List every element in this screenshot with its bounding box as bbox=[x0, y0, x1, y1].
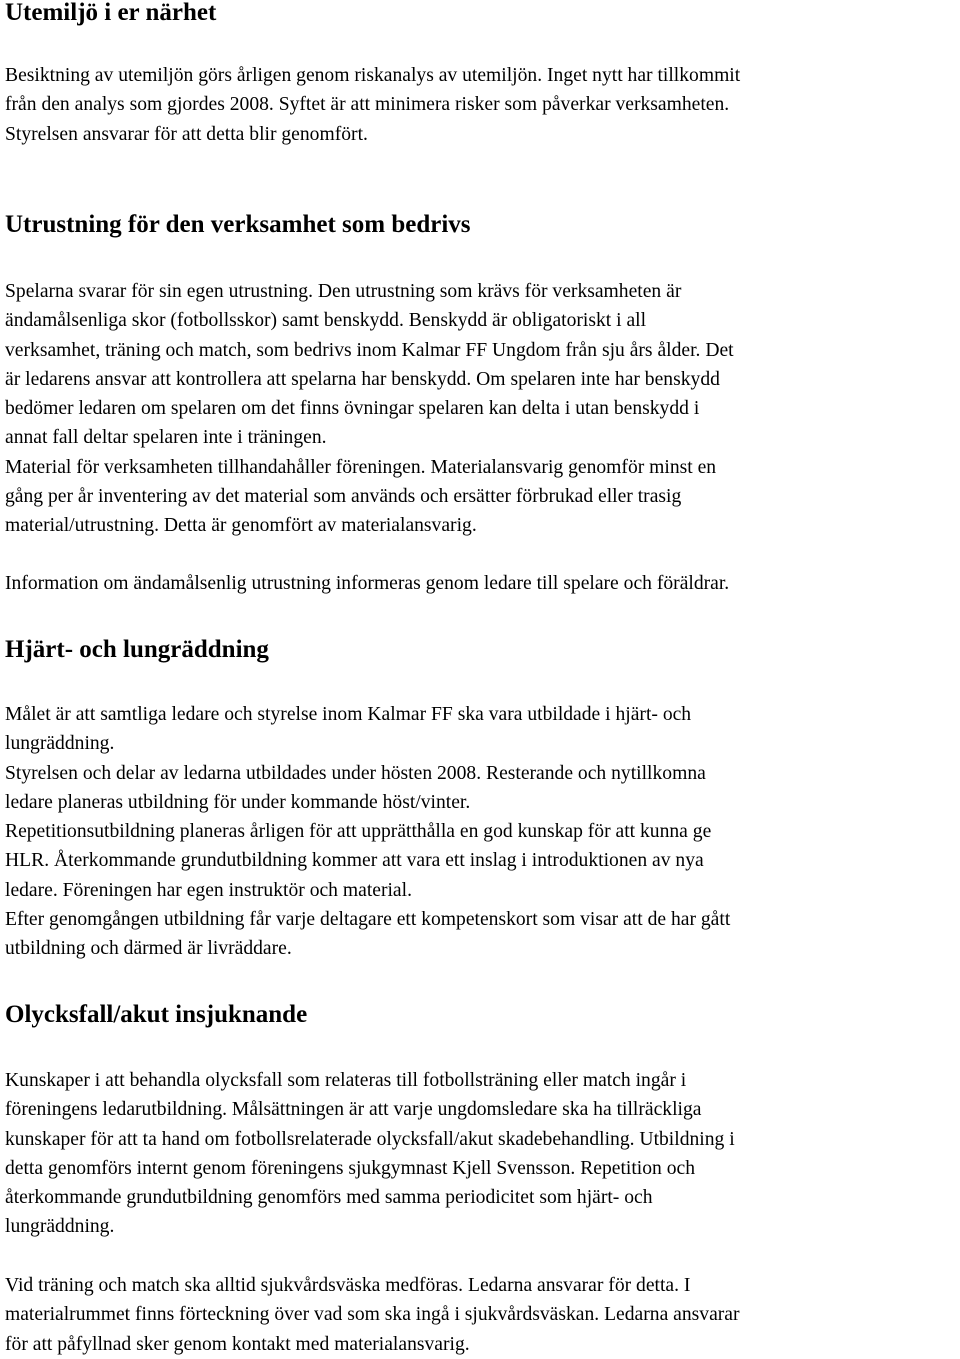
text-line: Information om ändamålsenlig utrustning informeras genom ledare till spelare och föräldrar. bbox=[5, 573, 730, 594]
text-line: föreningens ledarutbildning. Målsättningen är att varje ungdomsledare ska ha tillräckliga bbox=[5, 1099, 702, 1121]
paragraph-hjart-lungraddning bbox=[5, 700, 730, 964]
section-heading-hjart-lungraddning: Hjärt- och lungräddning bbox=[5, 636, 269, 663]
text-line: annat fall deltar spelaren inte i träningen. bbox=[5, 427, 327, 449]
text-line: material/utrustning. Detta är genomfört av materialansvarig. bbox=[5, 515, 477, 537]
text-line: Repetitionsutbildning planeras årligen för att upprätthålla en god kunskap för att kunna ge bbox=[5, 821, 712, 843]
text-line: materialrummet finns förteckning över vad som ska ingå i sjukvårdsväskan. Ledarna ansvarar bbox=[5, 1304, 740, 1326]
text-line: Kunskaper i att behandla olycksfall som relateras till fotbollsträning eller match ingår i bbox=[5, 1070, 687, 1091]
text-line: bedömer ledaren om spelaren om det finns övningar spelaren kan delta i utan benskydd i bbox=[5, 398, 700, 420]
text-line: är ledarens ansvar att kontrollera att spelarna har benskydd. Om spelaren inte har benskydd bbox=[5, 368, 720, 390]
paragraph-utemiljo bbox=[5, 61, 740, 149]
text-line: lungräddning. bbox=[5, 1216, 115, 1238]
text-line: Spelarna svarar för sin egen utrustning. Den utrustning som krävs för verksamheten är bbox=[5, 281, 682, 302]
section-heading-olycksfall: Olycksfall/akut insjuknande bbox=[5, 1001, 308, 1028]
text-line: för att påfyllnad sker genom kontakt med materialansvarig. bbox=[5, 1333, 470, 1355]
text-line: gång per år inventering av det material som används och ersätter förbrukad eller trasig bbox=[5, 486, 682, 508]
text-line: från den analys som gjordes 2008. Syftet är att minimera risker som påverkar verksamheten. bbox=[5, 94, 730, 116]
text-line: ledare. Föreningen har egen instruktör och material. bbox=[5, 879, 412, 901]
text-line: Material för verksamheten tillhandahåller föreningen. Materialansvarig genomför minst en bbox=[5, 456, 717, 478]
text-line: återkommande grundutbildning genomförs med samma periodicitet som hjärt- och bbox=[5, 1187, 653, 1209]
text-line: verksamhet, träning och match, som bedrivs inom Kalmar FF Ungdom från sju års ålder. Det bbox=[5, 339, 734, 361]
text-line: ändamålsenliga skor (fotbollsskor) samt benskydd. Benskydd är obligatoriskt i all bbox=[5, 310, 647, 332]
section-heading-utemiljo: Utemiljö i er närhet bbox=[5, 0, 217, 26]
text-line: Vid träning och match ska alltid sjukvårdsväska medföras. Ledarna ansvarar för detta. I bbox=[5, 1275, 691, 1296]
text-line: detta genomförs internt genom föreningens sjukgymnast Kjell Svensson. Repetition och bbox=[5, 1157, 696, 1179]
text-line: Efter genomgången utbildning får varje deltagare ett kompetenskort som visar att de har gått bbox=[5, 909, 731, 931]
text-line: Styrelsen ansvarar för att detta blir genomfört. bbox=[5, 123, 368, 145]
text-line: utbildning och därmed är livräddare. bbox=[5, 938, 292, 960]
text-line: Styrelsen och delar av ledarna utbildades under hösten 2008. Resterande och nytillkomna bbox=[5, 762, 706, 784]
paragraph-olycksfall bbox=[5, 1066, 735, 1242]
text-line: HLR. Återkommande grundutbildning kommer att vara ett inslag i introduktionen av nya bbox=[5, 850, 704, 872]
section-heading-utrustning: Utrustning för den verksamhet som bedrivs bbox=[5, 211, 471, 238]
paragraph-sjukvardsvaska bbox=[5, 1271, 740, 1359]
text-line: kunskaper för att ta hand om fotbollsrelaterade olycksfall/akut skadebehandling. Utbildning i bbox=[5, 1128, 735, 1150]
text-line: lungräddning. bbox=[5, 733, 115, 755]
paragraph-information bbox=[5, 569, 729, 598]
paragraph-utrustning bbox=[5, 277, 734, 541]
text-line: Besiktning av utemiljön görs årligen genom riskanalys av utemiljön. Inget nytt har tillkommit bbox=[5, 65, 741, 86]
text-line: Målet är att samtliga ledare och styrelse inom Kalmar FF ska vara utbildade i hjärt- och bbox=[5, 704, 692, 725]
text-line: ledare planeras utbildning för under kommande höst/vinter. bbox=[5, 791, 471, 813]
